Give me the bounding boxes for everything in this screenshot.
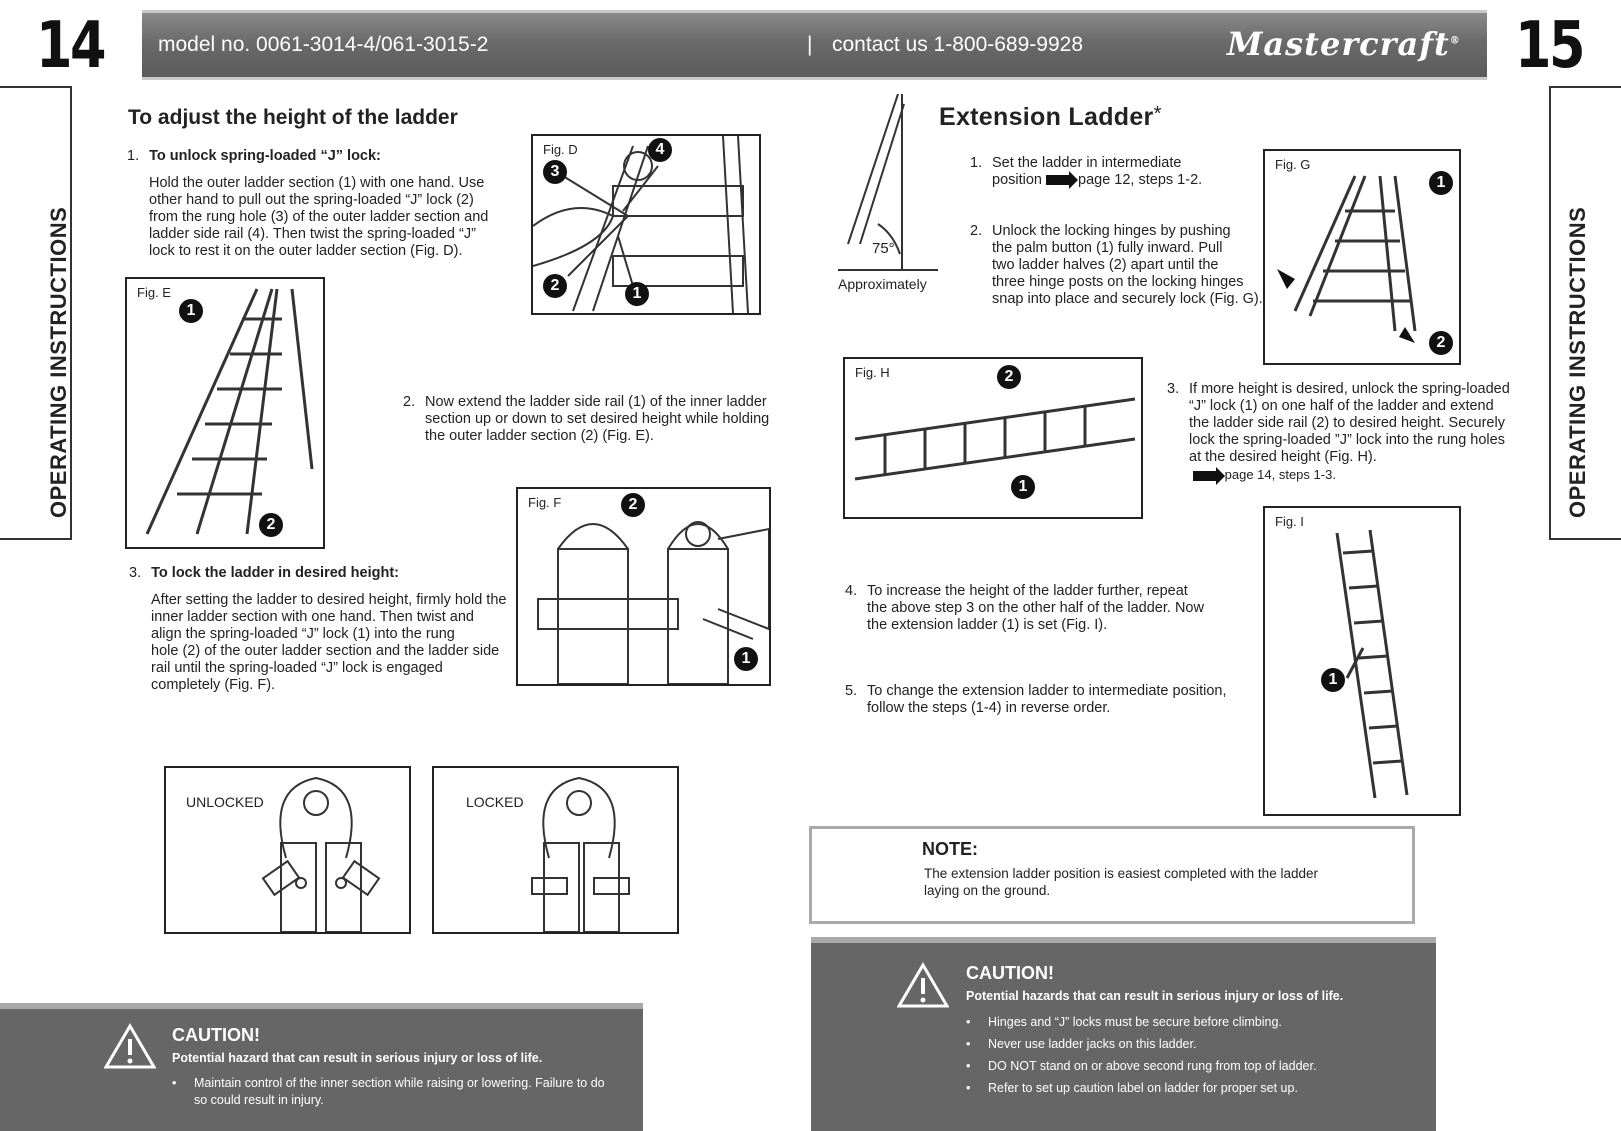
arrow-right-icon [1046, 175, 1070, 185]
ladder-angle-illustration [838, 94, 948, 294]
figure-e [125, 277, 325, 549]
right-step-4: 4. To increase the height of the ladder further, repeat the above step 3 on the other half of the ladder. Now the extension ladder (1) is set (Fig. I). [845, 583, 1204, 633]
caution-list [172, 1075, 612, 1109]
caution-box-right [811, 937, 1436, 1131]
figure-f-illustration [518, 489, 769, 684]
note-box [809, 826, 1415, 924]
page-reference-link[interactable]: page 14, steps 1-3. [1224, 467, 1336, 482]
brand-logo: Mastercraft® [1227, 25, 1461, 63]
locked-label: LOCKED [466, 794, 524, 810]
step-title: To unlock spring-loaded “J” lock: [149, 148, 381, 164]
side-label-left: OPERATING INSTRUCTIONS [46, 206, 71, 518]
right-title: Extension Ladder* [939, 103, 1162, 131]
left-step-1 [127, 148, 507, 260]
right-step-3: 3. If more height is desired, unlock the spring-loaded “J” lock (1) on one half of the ladder and extend the ladder side rail (2) to desired height. Securely lock the spring-loaded ”J” lock into the rung holes at the desired height (Fig. H). page 14, steps 1-3. [1167, 381, 1510, 482]
figure-e-label: Fig. E [137, 285, 171, 300]
figure-f-label: Fig. F [528, 495, 562, 510]
side-label-right: OPERATING INSTRUCTIONS [1565, 206, 1590, 518]
figure-locked [432, 766, 679, 934]
figure-g [1263, 149, 1461, 365]
arrow-right-icon [1193, 471, 1217, 481]
callout-3: 3 [543, 160, 567, 184]
figure-f [516, 487, 771, 686]
callout-2: 2 [1429, 331, 1453, 355]
caution-item: • DO NOT stand on or above second rung from top of ladder. [966, 1059, 1426, 1073]
callout-2: 2 [997, 365, 1021, 389]
unlocked-hinge-illustration [166, 768, 409, 932]
caution-item: • Maintain control of the inner section while raising or lowering. Failure to do so could result in injury. [172, 1075, 612, 1109]
right-step-5: 5. To change the extension ladder to intermediate position, follow the steps (1-4) in reverse order. [845, 683, 1227, 716]
figure-g-label: Fig. G [1275, 157, 1311, 172]
warning-icon [897, 962, 949, 1008]
page-number-left: 14 [36, 9, 105, 83]
caution-box-left [0, 1003, 643, 1131]
caution-title: CAUTION! [172, 1025, 260, 1045]
header-separator: | [807, 33, 813, 56]
caution-item: • Never use ladder jacks on this ladder. [966, 1037, 1426, 1051]
callout-2: 2 [543, 274, 567, 298]
callout-1: 1 [1429, 171, 1453, 195]
figure-i-label: Fig. I [1275, 514, 1304, 529]
note-text: The extension ladder position is easiest completed with the ladder laying on the ground. [924, 866, 1318, 898]
callout-1: 1 [1321, 668, 1345, 692]
figure-i-illustration [1265, 508, 1459, 814]
caution-title: CAUTION! [966, 963, 1054, 983]
approximately-label: Approximately [838, 276, 927, 292]
left-title: To adjust the height of the ladder [128, 106, 458, 129]
side-tab-left [0, 86, 72, 540]
callout-1: 1 [734, 647, 758, 671]
angle-label: 75° [872, 240, 895, 257]
right-step-1: 1. Set the ladder in intermediate position page 12, steps 1-2. [970, 155, 1203, 188]
side-tab-right [1549, 86, 1621, 540]
caution-subtitle: Potential hazards that can result in serious injury or loss of life. [966, 989, 1344, 1003]
figure-i [1263, 506, 1461, 816]
left-step-2: 2. Now extend the ladder side rail (1) of the inner ladder section up or down to set desired height while holding the outer ladder section (2) (Fig. E). [403, 394, 770, 444]
caution-item: • Refer to set up caution label on ladder for proper set up. [966, 1081, 1426, 1095]
left-step-3: 3. To lock the ladder in desired height: After setting the ladder to desired height, firmly hold the inner ladder section with one hand. Then twist and align the spring-loaded “J” lock (1) into the rung hole (2) of the outer ladder section and the ladder side rail until the spring-loaded “J” lock is engaged completely (Fig. F). [129, 565, 507, 693]
figure-d-label: Fig. D [543, 142, 578, 157]
step-body: Hold the outer ladder section (1) with one hand. Use other hand to pull out the spring-loaded “J” lock (2) from the rung hole (3) of the outer ladder section and ladder side rail (4). Then twist the spring-loaded “J” lock to rest it on the outer ladder section (Fig. D). [149, 175, 489, 259]
callout-2: 2 [621, 493, 645, 517]
header-bar [142, 10, 1487, 80]
unlocked-label: UNLOCKED [186, 794, 264, 810]
figure-d [531, 134, 761, 315]
figure-h-label: Fig. H [855, 365, 890, 380]
warning-icon [104, 1023, 156, 1069]
note-title: NOTE: [922, 839, 978, 859]
figure-e-illustration [127, 279, 323, 547]
step-number: 1. [127, 148, 140, 164]
contact-phone: contact us 1-800-689-9928 [832, 33, 1084, 56]
model-number: model no. 0061-3014-4/061-3015-2 [158, 33, 489, 56]
figure-h [843, 357, 1143, 519]
page-number-right: 15 [1515, 9, 1584, 83]
callout-1: 1 [1011, 475, 1035, 499]
callout-4: 4 [648, 138, 672, 162]
callout-1: 1 [179, 299, 203, 323]
callout-2: 2 [259, 513, 283, 537]
callout-1: 1 [625, 282, 649, 306]
caution-list [966, 1015, 1426, 1095]
locked-hinge-illustration [434, 768, 677, 932]
caution-subtitle: Potential hazard that can result in serious injury or loss of life. [172, 1051, 543, 1065]
caution-item: • Hinges and “J” locks must be secure before climbing. [966, 1015, 1426, 1029]
figure-unlocked [164, 766, 411, 934]
page-reference-link[interactable]: page 12, steps 1-2. [1078, 172, 1203, 188]
figure-h-illustration [845, 359, 1141, 517]
right-step-2: 2. Unlock the locking hinges by pushing the palm button (1) fully inward. Pull two ladder halves (2) apart until the three hinge posts on the locking hinges snap into place and securely lock (Fig. G). [970, 223, 1263, 307]
